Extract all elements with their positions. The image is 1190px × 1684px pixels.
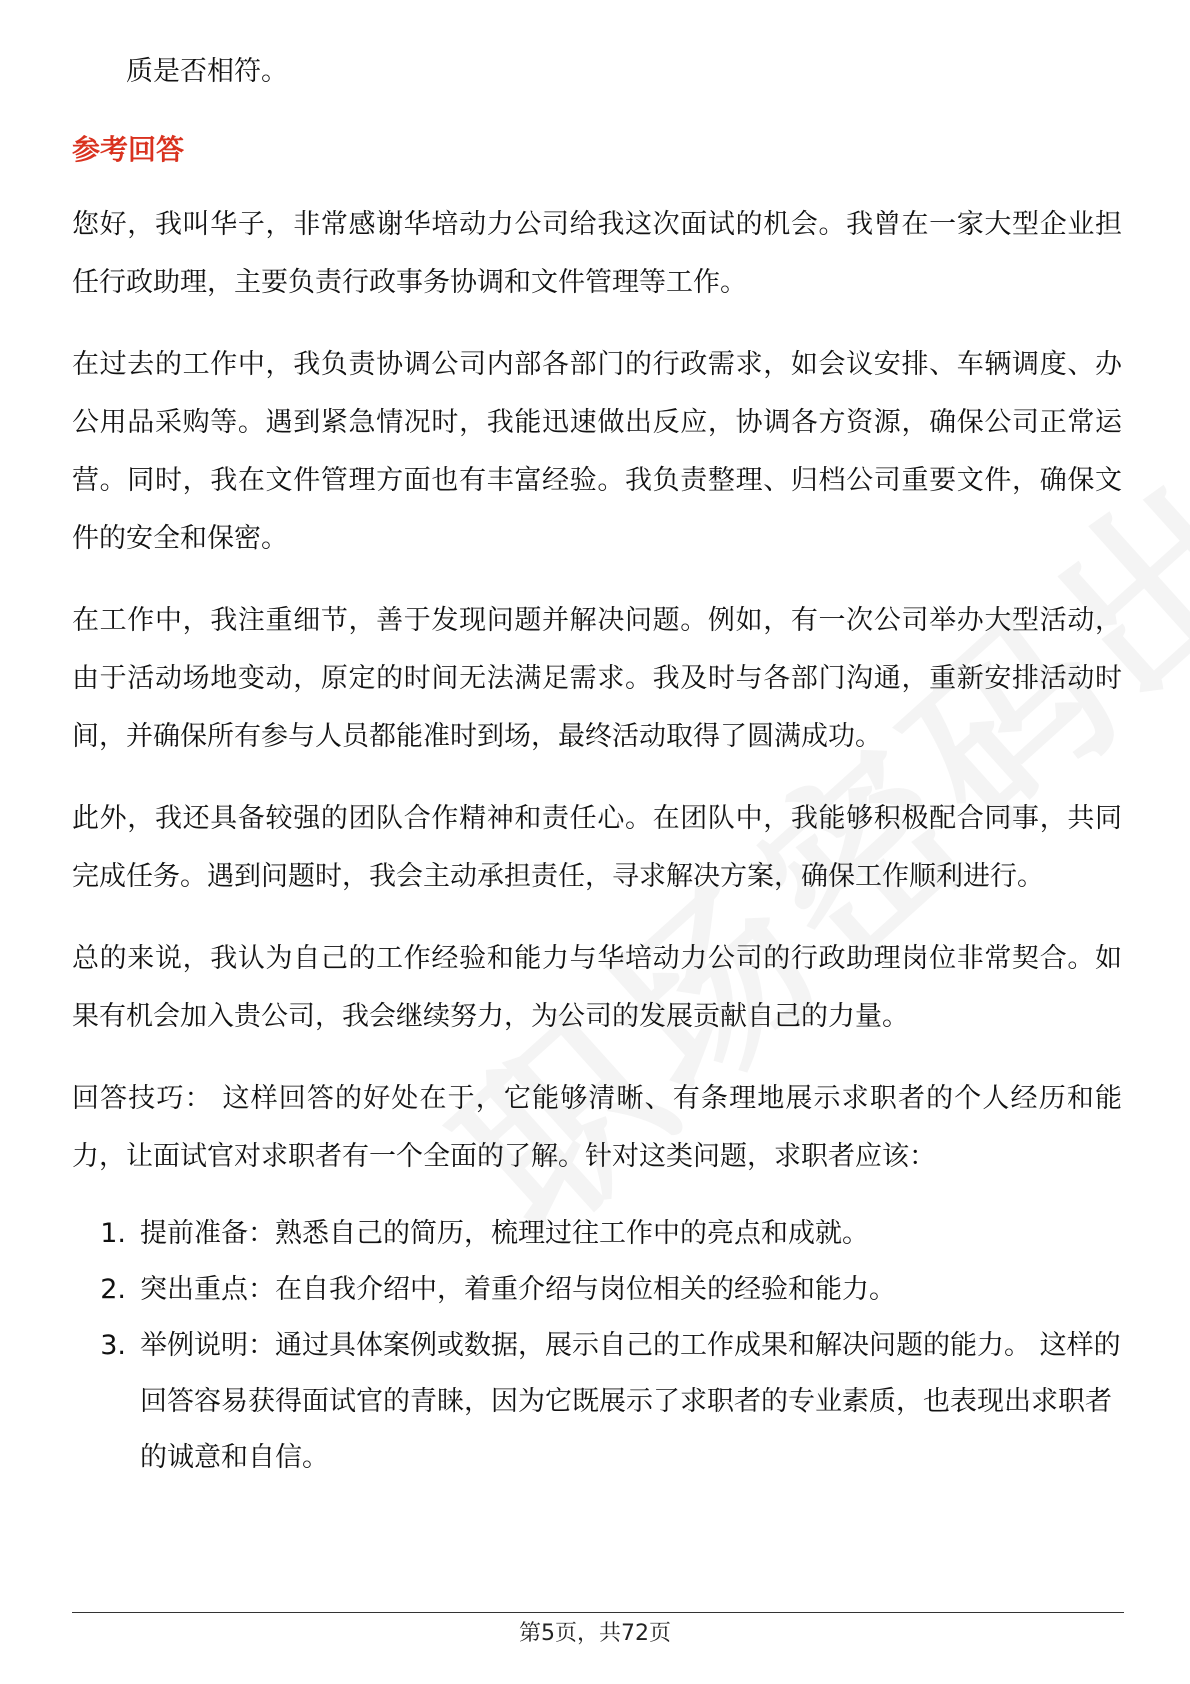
continuation-text: 质是否相符。 bbox=[126, 56, 288, 87]
list-item bbox=[72, 1206, 1122, 1262]
list-text: 提前准备：熟悉自己的简历，梳理过往工作中的亮点和成就。 bbox=[140, 1218, 869, 1249]
answer-paragraph: 在工作中，我注重细节，善于发现问题并解决问题。例如，有一次公司举办大型活动，由于活动场地变动，原定的时间无法满足需求。我及时与各部门沟通，重新安排活动时间，并确保所有参与人员都能准时到场，最终活动取得了圆满成功。 bbox=[72, 605, 1122, 752]
document-page bbox=[72, 48, 1122, 1486]
answer-paragraph: 在过去的工作中，我负责协调公司内部各部门的行政需求，如会议安排、车辆调度、办公用品采购等。遇到紧急情况时，我能迅速做出反应，协调各方资源，确保公司正常运营。同时，我在文件管理方面也有丰富经验。我负责整理、归档公司重要文件，确保文件的安全和保密。 bbox=[72, 349, 1122, 554]
answer-paragraph: 总的来说，我认为自己的工作经验和能力与华培动力公司的行政助理岗位非常契合。如果有机会加入贵公司，我会继续努力，为公司的发展贡献自己的力量。 bbox=[72, 943, 1122, 1032]
list-text: 突出重点：在自我介绍中，着重介绍与岗位相关的经验和能力。 bbox=[140, 1274, 896, 1305]
tips-intro: 回答技巧： 这样回答的好处在于，它能够清晰、有条理地展示求职者的个人经历和能力，让面试官对求职者有一个全面的了解。针对这类问题，求职者应该： bbox=[72, 1083, 1122, 1172]
answer-paragraph: 此外，我还具备较强的团队合作精神和责任心。在团队中，我能够积极配合同事，共同完成任务。遇到问题时，我会主动承担责任，寻求解决方案，确保工作顺利进行。 bbox=[72, 803, 1122, 892]
list-number: 1. bbox=[100, 1218, 126, 1249]
list-item bbox=[72, 1318, 1122, 1486]
answer-paragraph: 您好，我叫华子，非常感谢华培动力公司给我这次面试的机会。我曾在一家大型企业担任行政助理，主要负责行政事务协调和文件管理等工作。 bbox=[72, 209, 1122, 298]
page-number: 第5页，共72页 bbox=[519, 1621, 671, 1646]
list-number: 2. bbox=[100, 1274, 126, 1305]
section-title: 参考回答 bbox=[72, 133, 185, 166]
list-item bbox=[72, 1262, 1122, 1318]
list-text: 举例说明：通过具体案例或数据，展示自己的工作成果和解决问题的能力。 这样的回答容易获得面试官的青睐，因为它既展示了求职者的专业素质，也表现出求职者的诚意和自信。 bbox=[140, 1330, 1121, 1473]
list-number: 3. bbox=[100, 1330, 126, 1361]
tips-list bbox=[72, 1206, 1122, 1486]
footer-divider bbox=[72, 1612, 1124, 1613]
